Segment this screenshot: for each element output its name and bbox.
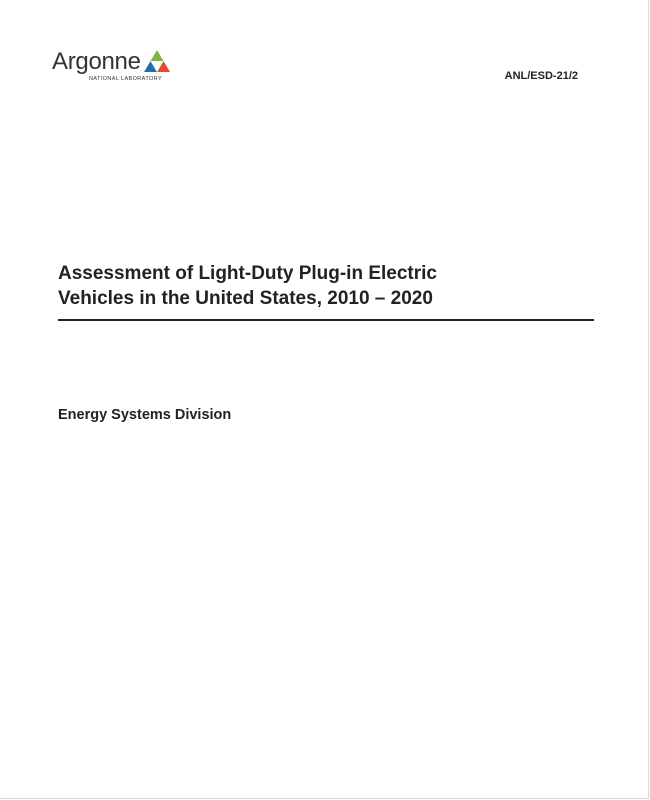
- document-title: [58, 261, 598, 311]
- logo-triangle-top: [151, 50, 164, 61]
- report-number: ANL/ESD-21/2: [504, 70, 578, 82]
- division-name: Energy Systems Division: [58, 407, 232, 423]
- logo-subtitle: NATIONAL LABORATORY: [89, 76, 163, 82]
- argonne-triangle-icon: [144, 50, 170, 74]
- logo-wordmark: Argonne: [52, 48, 141, 75]
- document-title-line-1: Assessment of Light-Duty Plug-in Electric: [58, 263, 437, 284]
- argonne-logo: [52, 48, 172, 84]
- title-divider: [58, 319, 594, 321]
- document-title-line-2: Vehicles in the United States, 2010 – 2020: [58, 288, 433, 309]
